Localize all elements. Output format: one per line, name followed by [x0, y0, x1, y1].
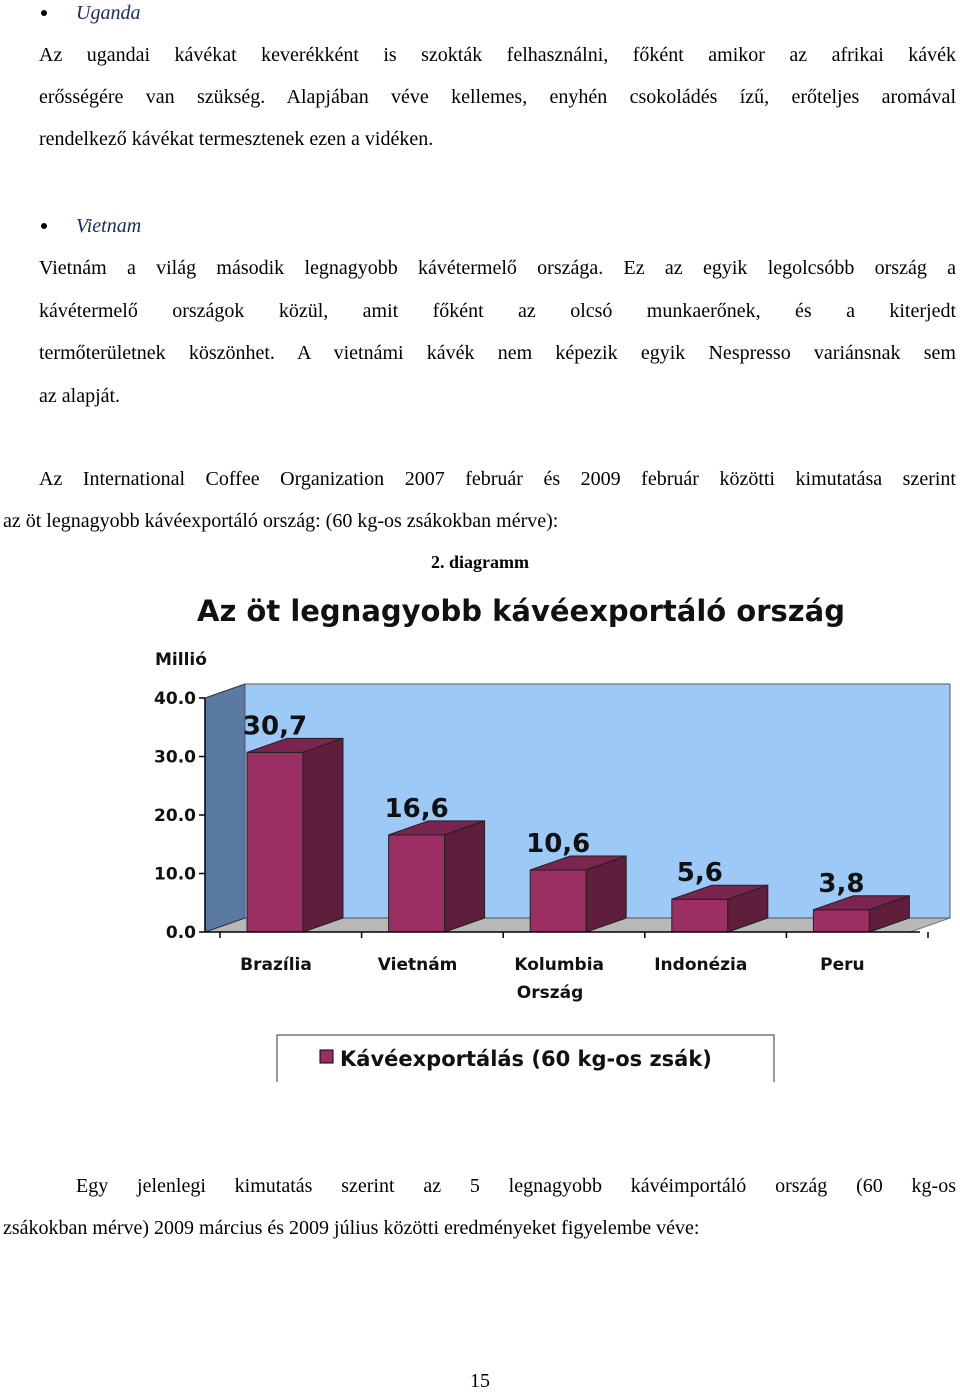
paragraph-line: az alapját.: [39, 385, 121, 407]
paragraph-line: kávétermelő országok közül, amit főként az olcsó munkaerőnek, és a kiterjedt: [39, 300, 956, 322]
bar-side-face: [586, 856, 626, 932]
legend: [277, 1035, 774, 1082]
data-label: 10,6: [526, 828, 591, 859]
data-label: 30,7: [242, 711, 308, 742]
data-label: 16,6: [384, 793, 449, 824]
bar-side-face: [445, 821, 485, 932]
section-heading-uganda: Uganda: [76, 2, 141, 24]
paragraph-line: az öt legnagyobb kávéexportáló ország: (60 kg-os zsákokban mérve):: [3, 510, 559, 532]
bar: [247, 752, 303, 932]
y-tick-label: 40.0: [154, 689, 196, 709]
plot-side-wall: [205, 684, 245, 932]
paragraph-line: zsákokban mérve) 2009 március és 2009 július közötti eredményeket figyelembe véve:: [3, 1217, 700, 1239]
x-axis: [205, 932, 928, 975]
section-heading-vietnam: Vietnam: [76, 215, 142, 237]
bullet-icon: [41, 10, 47, 16]
y-axis: [154, 689, 205, 943]
paragraph-line: termőterületnek köszönhet. A vietnámi kávék nem képezik egyik Nespresso variánsnak sem: [39, 342, 956, 364]
paragraph-line: rendelkező kávékat termesztenek ezen a vidéken.: [39, 128, 434, 150]
x-tick-label: Peru: [820, 955, 865, 975]
bar-side-face: [303, 738, 343, 932]
y-tick-label: 30.0: [154, 747, 196, 768]
y-axis-unit-label: Millió: [155, 650, 207, 670]
bar: [672, 899, 728, 932]
chart-title: Az öt legnagyobb kávéexportáló ország: [197, 594, 845, 628]
bullet-icon: [41, 223, 47, 229]
diagram-caption: 2. diagramm: [431, 552, 529, 572]
bar-chart: [0, 580, 960, 1100]
legend-label: Kávéexportálás (60 kg-os zsák): [340, 1047, 712, 1071]
data-label: 3,8: [818, 868, 865, 899]
x-tick-label: Indonézia: [654, 955, 748, 975]
x-tick-label: Vietnám: [377, 955, 458, 975]
bar: [389, 835, 445, 932]
y-tick-label: 10.0: [154, 864, 196, 885]
paragraph-line: Az ugandai kávékat keverékként is szokták felhasználni, főként amikor az afrikai kávék: [39, 44, 956, 66]
x-tick-label: Kolumbia: [514, 955, 605, 975]
y-tick-label: 20.0: [154, 806, 196, 826]
x-tick-label: Brazília: [240, 955, 312, 975]
bar: [813, 910, 869, 932]
bar: [530, 870, 586, 932]
legend-swatch: [320, 1050, 333, 1063]
data-label: 5,6: [676, 858, 723, 889]
x-axis-title: Ország: [516, 983, 584, 1003]
y-tick-label: 0.0: [165, 923, 196, 943]
paragraph-line: erősségére van szükség. Alapjában véve kellemes, enyhén csokoládés ízű, erőteljes aromával: [39, 86, 956, 108]
paragraph-line: Vietnám a világ második legnagyobb kávétermelő országa. Ez az egyik legolcsóbb ország a: [39, 257, 956, 279]
paragraph-line: Egy jelenlegi kimutatás szerint az 5 legnagyobb kávéimportáló ország (60 kg-os: [76, 1175, 956, 1197]
page-number: 15: [470, 1370, 490, 1392]
paragraph-line: Az International Coffee Organization 2007 február és 2009 február közötti kimutatása szerint: [39, 468, 956, 490]
